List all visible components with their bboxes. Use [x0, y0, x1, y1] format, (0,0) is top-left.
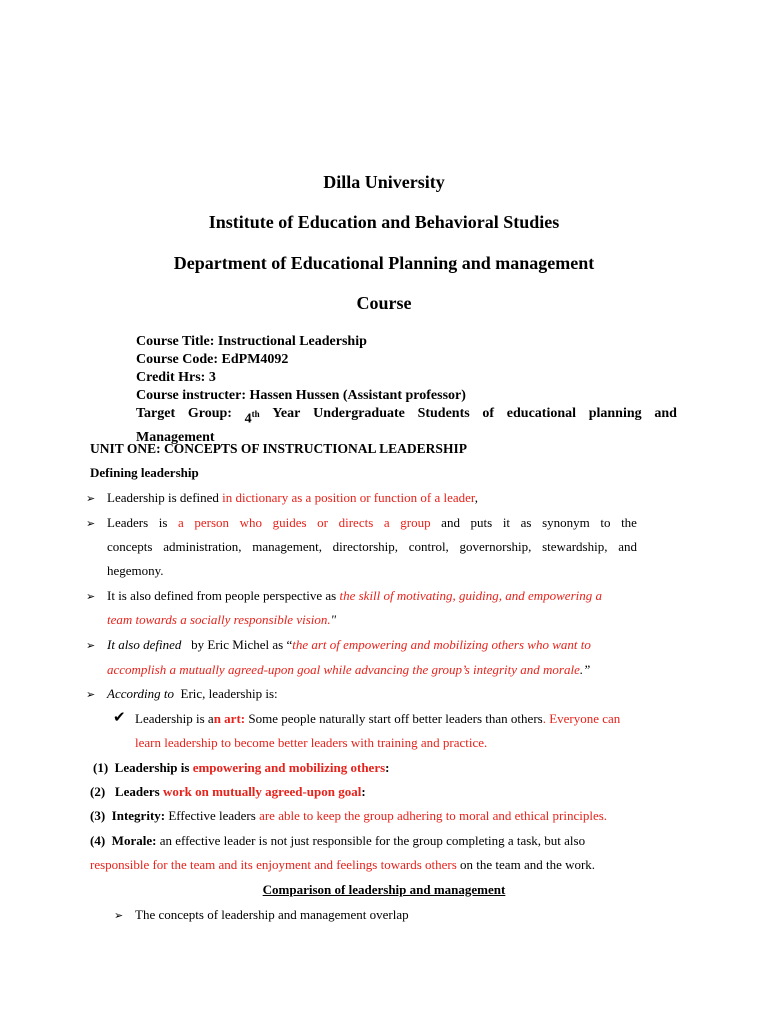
definition-eric-michel-line-2: accomplish a mutually agreed-upon goal while advancing the group’s integrity and morale.” — [107, 662, 591, 677]
course-code: Course Code: EdPM4092 — [136, 352, 289, 367]
definition-people-perspective-line-2: team towards a socially responsible vision." — [107, 612, 337, 627]
definition-person-line-2: concepts administration, management, directorship, control, governorship, stewardship, and — [107, 539, 637, 554]
bullet-arrow-icon: ➢ — [86, 493, 96, 505]
numbered-item-3: (3) Integrity: Effective leaders are able to keep the group adhering to moral and ethical principles. — [90, 808, 608, 823]
unit-title: UNIT ONE: CONCEPTS OF INSTRUCTIONAL LEADERSHIP — [90, 441, 467, 456]
bullet-arrow-icon: ➢ — [114, 910, 124, 922]
course-title: Course Title: Instructional Leadership — [136, 334, 367, 349]
definition-dictionary: Leadership is defined in dictionary as a position or function of a leader, — [107, 490, 478, 505]
numbered-item-2: (2) Leaders work on mutually agreed-upon goal: — [90, 784, 366, 799]
university-title: Dilla University — [323, 172, 445, 192]
course-instructor: Course instructer: Hassen Hussen (Assistant professor) — [136, 388, 466, 403]
leadership-is-an-art-line-2: learn leadership to become better leaders with training and practice. — [135, 735, 488, 750]
according-to-eric: According to Eric, leadership is: — [107, 686, 278, 701]
bullet-arrow-icon: ➢ — [86, 591, 96, 603]
definition-person-line-3: hegemony. — [107, 563, 164, 578]
comparison-heading: Comparison of leadership and management — [262, 882, 506, 897]
definition-person-line-1: Leaders is a person who guides or directs a group and puts it as synonym to the — [107, 515, 637, 530]
department-title: Department of Educational Planning and management — [173, 253, 595, 273]
course-info-block — [136, 333, 677, 447]
definition-people-perspective: It is also defined from people perspective as the skill of motivating, guiding, and empowering a — [107, 588, 602, 603]
leadership-management-overlap: The concepts of leadership and management overlap — [135, 907, 409, 922]
target-group-line: Target Group: 4th Year Undergraduate Students of educational planning and — [136, 406, 677, 427]
numbered-item-1: (1) Leadership is empowering and mobilizing others: — [93, 760, 390, 775]
target-group-line-2: Management — [136, 429, 215, 445]
definition-eric-michel: It also defined by Eric Michel as “the art of empowering and mobilizing others who want to — [107, 637, 591, 652]
leadership-is-an-art: Leadership is an art: Some people naturally start off better leaders than others. Everyone can — [135, 711, 621, 726]
bullet-arrow-icon: ➢ — [86, 640, 96, 652]
credit-hours: Credit Hrs: 3 — [136, 370, 216, 385]
institute-title: Institute of Education and Behavioral Studies — [208, 212, 560, 232]
numbered-item-4: (4) Morale: an effective leader is not just responsible for the group completing a task, but also — [90, 833, 586, 848]
section-defining-leadership: Defining leadership — [90, 465, 199, 480]
bullet-arrow-icon: ➢ — [86, 689, 96, 701]
course-heading: Course — [356, 293, 412, 313]
numbered-item-4-line-2: responsible for the team and its enjoyment and feelings towards others on the team and the work. — [90, 857, 596, 872]
checkmark-icon: ✔ — [113, 710, 126, 726]
bullet-arrow-icon: ➢ — [86, 518, 96, 530]
